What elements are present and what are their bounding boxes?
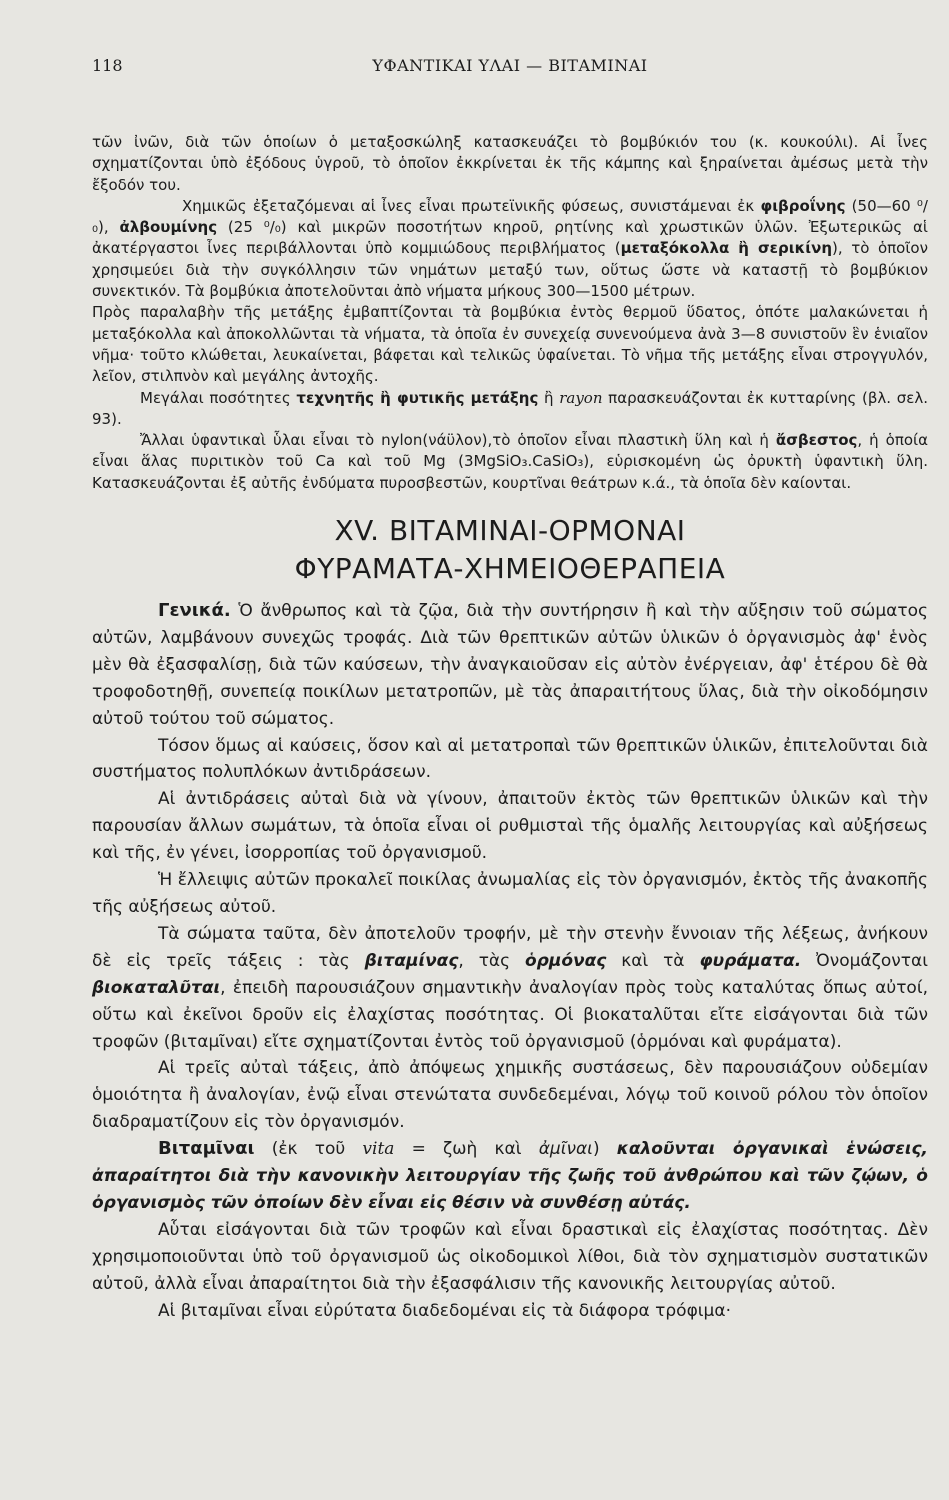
term-biocatalysts: βιοκαταλῦται bbox=[92, 977, 221, 998]
term-vitamins: βιταμίνας bbox=[364, 950, 459, 971]
text-span: καὶ τὰ bbox=[606, 950, 700, 971]
chapter-body bbox=[92, 598, 928, 1324]
text-span: , ἐπειδὴ παρουσιάζουν σημαντικὴν ἀναλογίαν πρὸς τοὺς καταλύτας ὅπως αὐτοί, οὕτω καὶ ἐκεῖνοι δροῦν εἰς ἐλαχίστας ποσότητας. Οἱ βιοκαταλῦται εἴτε εἰσάγονται διὰ τῶν τροφῶν (βιταμῖναι) εἴτε σχηματίζονται ἐντὸς τοῦ ὀργανισμοῦ (ὁρμόναι καὶ φυράματα). bbox=[92, 977, 928, 1052]
page-header bbox=[92, 48, 928, 88]
term-amines: ἀμῖναι bbox=[538, 1139, 593, 1160]
text-span: = ζωὴ καὶ bbox=[394, 1139, 539, 1160]
paragraph-vitamin-distribution: Αἱ βιταμῖναι εἶναι εὐρύτατα διαδεδομέναι εἰς τὰ διάφορα τρόφιμα· bbox=[158, 1300, 731, 1321]
text-span: ), τὸ ὁποῖον χρησιμεύει διὰ τὴν συγκόλλησιν τῶν νημάτων μεταξύ των, οὕτως ὥστε νὰ καταστῇ τὸ βομβύκιον συνεκτικόν. Τὰ βομβύκια ἀποτελοῦνται ἀπὸ νήματα μήκους 300—1500 μέτρων. bbox=[92, 239, 928, 301]
term-hormones: ὁρμόνας bbox=[524, 950, 607, 971]
paragraph-vitamin-intake: Αὗται εἰσάγονται διὰ τῶν τροφῶν καὶ εἶναι δραστικαὶ εἰς ἐλαχίστας ποσότητας. Δὲν χρησιμοποιοῦνται ὑπὸ τοῦ ὀργανισμοῦ ὡς οἰκοδομικοὶ λίθοι, διὰ τὸν σχηματισμὸν συστατικῶν αὐτοῦ, ἀλλὰ εἶναι ἀπαραίτητοι διὰ τὴν ἐξασφάλισιν τῆς κανονικῆς λειτουργίας αὐτοῦ. bbox=[92, 1219, 928, 1294]
text-span: , τὰς bbox=[458, 950, 525, 971]
vitamin-definition: καλοῦνται ὀργανικαὶ ἑνώσεις, ἀπαραίτητοι διὰ τὴν κανονικὴν λειτουργίαν τῆς ζωῆς τοῦ ἀνθρώπου καὶ τῶν ζῴων, ὁ ὀργανισμὸς τῶν ὁποίων δὲν εἶναι εἰς θέσιν νὰ συνθέσῃ αὐτάς. bbox=[92, 1139, 928, 1213]
page-number: 118 bbox=[92, 56, 123, 75]
paragraph-nylon-asbestos bbox=[92, 430, 928, 494]
paragraph-combustions: Τόσον ὅμως αἱ καύσεις, ὅσον καὶ αἱ μετατροπαὶ τῶν θρεπτικῶν ὑλικῶν, ἐπιτελοῦνται διὰ συστήματος πολυπλόκων ἀντιδράσεων. bbox=[92, 735, 928, 783]
text-span: , ἡ ὁποία εἶναι ἅλας πυριτικὸν τοῦ Ca καὶ τοῦ Mg (3MgSiO₃.CaSiO₃), εὑρισκομένη ὡς ὀρυκτὴ ὑφαντικὴ ὕλη. Κατασκευάζονται ἐξ αὐτῆς ἐνδύματα πυροσβεστῶν, κουρτῖναι θεάτρων κ.ά., τὰ ὁποῖα δὲν καίονται. bbox=[92, 431, 928, 492]
paragraph-general bbox=[92, 598, 928, 733]
text-span: (25 ⁰/₀) καὶ μικρῶν ποσοτήτων κηροῦ, ρητίνης καὶ χρωστικῶν ὑλῶν. Ἐξωτερικῶς αἱ ἀκατέργαστοι ἶνες περιβάλλονται ὑπὸ κομμιώδους περιβλήματος ( bbox=[92, 218, 929, 258]
silk-section-text bbox=[92, 132, 928, 494]
text-span: Τὰ σώματα ταῦτα, δὲν ἀποτελοῦν τροφήν, μὲ τὴν στενὴν ἔννοιαν τῆς λέξεως, ἀνήκουν δὲ εἰς τρεῖς τάξεις : τὰς bbox=[92, 923, 928, 971]
term-asbestos: ἄσβεστος bbox=[775, 431, 858, 450]
text-span: ,τὸ ὁποῖον εἶναι πλαστικὴ ὕλη καὶ ἡ bbox=[487, 431, 776, 450]
paragraph-silk-processing: Πρὸς παραλαβὴν τῆς μετάξης ἐμβαπτίζονται τὰ βομβύκια ἐντὸς θερμοῦ ὕδατος, ὁπότε μαλακώνεται ἡ μεταξόκολλα καὶ ἀποκολλῶνται τὰ νήματα, τὰ ὁποῖα ἐν συνεχείᾳ συνενούμενα ἀνὰ 3—8 συνιστοῦν ἓν ἑνιαῖον νῆμα· τοῦτο κλώθεται, λευκαίνεται, βάφεται καὶ τελικῶς ὑφαίνεται. Τὸ νῆμα τῆς μετάξης εἶναι στρογγυλόν, λεῖον, στιλπνὸν καὶ μεγάλης ἀντοχῆς. bbox=[92, 303, 928, 386]
text-span: Ὁ ἄνθρωπος καὶ τὰ ζῷα, διὰ τὴν συντήρησιν ἢ καὶ τὴν αὔξησιν τοῦ σώματος αὐτῶν, λαμβάνουν συνεχῶς τροφάς. Διὰ τῶν θρεπτικῶν αὐτῶν ὑλικῶν ὁ ὀργανισμὸς ἀφ' ἑνὸς μὲν θὰ ἐξασφαλίσῃ, διὰ τῶν καύσεων, τὴν ἀναγκαιοῦσαν εἰς αὐτὸν ἐνέργειαν, ἀφ' ἑτέρου δὲ θὰ τροφοδοτηθῇ, συνεπείᾳ ποικίλων μετατροπῶν, μὲ τὰς ἀπαραιτήτους ὕλας, διὰ τὴν οἰκοδόμησιν αὐτοῦ τούτου τοῦ σώματος. bbox=[92, 601, 928, 729]
paragraph-silk-formation: τῶν ἰνῶν, διὰ τῶν ὁποίων ὁ μεταξοσκώληξ κατασκευάζει τὸ βομβύκιόν του (κ. κουκούλι). Αἱ ἶνες σχηματίζονται ὑπὸ ἐξόδους ὑγροῦ, τὸ ὁποῖον ἐκκρίνεται ἐκ τῆς κάμπης καὶ ξηραίνεται ἀμέσως μετὰ τὴν ἔξοδόν του. bbox=[92, 133, 928, 194]
text-span: Ὀνομάζονται bbox=[801, 950, 928, 971]
paragraph-three-classes bbox=[92, 921, 928, 1056]
section-label-vitamins: Βιταμῖναι bbox=[158, 1138, 255, 1160]
text-span: παρασκευάζονται ἐκ κυτταρίνης (βλ. σελ. 93). bbox=[92, 388, 929, 428]
book-page bbox=[92, 48, 928, 1488]
term-vita: vita bbox=[362, 1139, 395, 1160]
text-span: Μεγάλαι ποσότητες bbox=[140, 388, 297, 407]
paragraph-reactions: Αἱ ἀντιδράσεις αὐταὶ διὰ νὰ γίνουν, ἀπαιτοῦν ἐκτὸς τῶν θρεπτικῶν ὑλικῶν καὶ τὴν παρουσίαν ἄλλων σωμάτων, τὰ ὁποῖα εἶναι οἱ ρυθμισταὶ τῆς ὁμαλῆς λειτουργίας καὶ αὐξήσεως καὶ τῆς, ἐν γένει, ἰσορροπίας τοῦ ὀργανισμοῦ. bbox=[92, 789, 928, 864]
text-span: Χημικῶς ἐξεταζόμεναι αἱ ἶνες εἶναι πρωτεϊνικῆς φύσεως, συνιστάμεναι ἐκ bbox=[182, 196, 761, 215]
chapter-title-line-2: ΦΥΡΑΜΑΤΑ-ΧΗΜΕΙΟΘΕΡΑΠΕΙΑ bbox=[294, 552, 726, 586]
term-rayon: rayon bbox=[559, 388, 603, 407]
paragraph-deficiency: Ἡ ἔλλειψις αὐτῶν προκαλεῖ ποικίλας ἀνωμαλίας εἰς τὸν ὀργανισμόν, ἐκτὸς τῆς ἀνακοπῆς τῆς αὐξήσεως αὐτοῦ. bbox=[92, 870, 928, 918]
chapter-title-line-1: XV. ΒΙΤΑΜΙΝΑΙ-ΟΡΜΟΝΑΙ bbox=[334, 514, 686, 548]
term-sericin: μεταξόκολλα ἢ σερικίνη bbox=[620, 239, 832, 258]
section-label-general: Γενικά. bbox=[158, 600, 231, 622]
term-enzymes: φυράματα. bbox=[699, 950, 802, 971]
running-head: ΥΦΑΝΤΙΚΑΙ ΥΛΑΙ — ΒΙΤΑΜΙΝΑΙ bbox=[372, 56, 648, 75]
text-span: (50—60 ⁰/₀), bbox=[92, 196, 928, 237]
text-span: ) bbox=[592, 1139, 617, 1160]
paragraph-vitamin-definition bbox=[92, 1136, 928, 1217]
chapter-title bbox=[92, 512, 928, 588]
paragraph-silk-chemistry bbox=[92, 196, 928, 302]
term-albumin: ἀλβουμίνης bbox=[119, 218, 218, 237]
text-span: ἢ bbox=[538, 388, 560, 407]
text-span: (ἐκ τοῦ bbox=[254, 1139, 363, 1160]
text-span: Ἄλλαι ὑφαντικαὶ ὗλαι εἶναι τὸ bbox=[140, 431, 382, 450]
paragraph-chemical-composition: Αἱ τρεῖς αὐταὶ τάξεις, ἀπὸ ἀπόψεως χημικῆς συστάσεως, δὲν παρουσιάζουν οὐδεμίαν ὁμοιότητα ἢ ἀναλογίαν, ἐνῷ εἶναι στενώτατα συνδεδεμέναι, λόγῳ τοῦ κοινοῦ ρόλου τὸν ὁποῖον διαδραματίζουν εἰς τὸν ὀργανισμόν. bbox=[92, 1058, 928, 1133]
term-nylon: nylon(νάϋλον) bbox=[381, 431, 488, 450]
term-artificial-silk: τεχνητῆς ἢ φυτικῆς μετάξης bbox=[296, 388, 539, 407]
paragraph-rayon bbox=[92, 388, 928, 431]
term-fibroin: φιβροΐνης bbox=[760, 196, 846, 215]
